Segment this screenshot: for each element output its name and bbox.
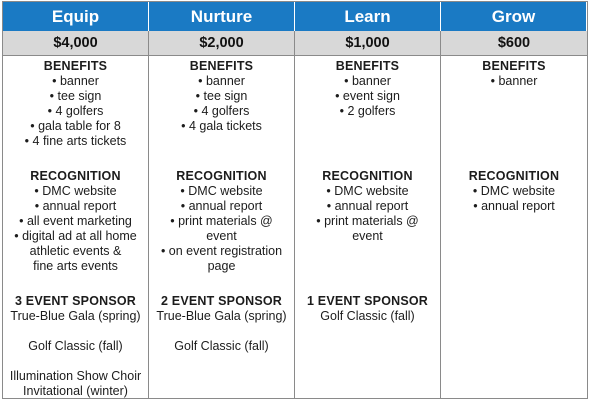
recognition-section-title: RECOGNITION: [322, 169, 413, 183]
benefits-section-line: • 4 golfers: [193, 104, 250, 118]
event-sponsor-section-title: 2 EVENT SPONSOR: [160, 294, 283, 308]
event-sponsor-section: [149, 294, 294, 354]
benefits-section-line: • 4 gala tickets: [181, 119, 262, 133]
recognition-section-line: • all event marketing: [19, 214, 132, 228]
benefits-section: [3, 59, 148, 149]
sponsorship-table: [2, 1, 588, 399]
tier-column-nurture: [149, 56, 295, 398]
tier-header-learn: Learn: [295, 2, 441, 31]
benefits-section: [441, 59, 587, 89]
benefits-section-line: • 4 fine arts tickets: [24, 134, 127, 148]
recognition-section-line: • print materials @: [170, 214, 273, 228]
recognition-section-line: event: [206, 229, 237, 243]
benefits-section-line: • banner: [490, 74, 538, 88]
recognition-section-line: • on event registration: [160, 244, 283, 258]
recognition-section-line: • DMC website: [34, 184, 117, 198]
benefits-section-title: BENEFITS: [43, 59, 108, 73]
benefits-section-line: • tee sign: [195, 89, 248, 103]
event-sponsor-section-line: True-Blue Gala (spring): [156, 309, 287, 323]
tier-price-grow: $600: [441, 31, 587, 56]
recognition-section-line: • annual report: [180, 199, 263, 213]
recognition-section: [149, 169, 294, 274]
tier-price-nurture: $2,000: [149, 31, 295, 56]
recognition-section-title: RECOGNITION: [30, 169, 121, 183]
tier-header-nurture: Nurture: [149, 2, 295, 31]
tier-header-grow: Grow: [441, 2, 587, 31]
event-sponsor-section-line: Invitational (winter): [23, 384, 128, 398]
benefits-section: [295, 59, 440, 119]
spacer: [3, 324, 148, 339]
benefits-section-title: BENEFITS: [189, 59, 254, 73]
recognition-section-line: event: [352, 229, 383, 243]
recognition-section: [3, 169, 148, 274]
benefits-section-title: BENEFITS: [482, 59, 546, 73]
event-sponsor-section-line: Golf Classic (fall): [28, 339, 123, 353]
benefits-section-line: • gala table for 8: [30, 119, 121, 133]
spacer: [3, 354, 148, 369]
recognition-section-line: fine arts events: [33, 259, 118, 273]
event-sponsor-section-line: Golf Classic (fall): [320, 309, 415, 323]
recognition-section-line: • DMC website: [472, 184, 556, 198]
recognition-section-line: • annual report: [326, 199, 409, 213]
benefits-section-line: • 4 golfers: [47, 104, 104, 118]
spacer: [149, 324, 294, 339]
recognition-section-line: • digital ad at all home: [14, 229, 137, 243]
event-sponsor-section-line: Golf Classic (fall): [174, 339, 269, 353]
event-sponsor-section-line: True-Blue Gala (spring): [10, 309, 141, 323]
benefits-section-line: • banner: [52, 74, 99, 88]
recognition-section-title: RECOGNITION: [176, 169, 267, 183]
benefits-section-title: BENEFITS: [335, 59, 400, 73]
tier-price-learn: $1,000: [295, 31, 441, 56]
recognition-section-line: • annual report: [34, 199, 117, 213]
benefits-section-line: • event sign: [335, 89, 400, 103]
recognition-section-line: • DMC website: [180, 184, 263, 198]
benefits-section-line: • tee sign: [49, 89, 102, 103]
benefits-section-line: • banner: [344, 74, 391, 88]
recognition-section: [295, 169, 440, 244]
tier-column-learn: [295, 56, 441, 398]
tier-price-equip: $4,000: [3, 31, 149, 56]
recognition-section-line: • annual report: [473, 199, 555, 213]
event-sponsor-section-title: 1 EVENT SPONSOR: [306, 294, 429, 308]
recognition-section-title: RECOGNITION: [468, 169, 560, 183]
recognition-section-line: • DMC website: [326, 184, 409, 198]
recognition-section-line: • print materials @: [316, 214, 419, 228]
tier-header-equip: Equip: [3, 2, 149, 31]
event-sponsor-section-title: 3 EVENT SPONSOR: [14, 294, 137, 308]
recognition-section: [441, 169, 587, 214]
event-sponsor-section: [295, 294, 440, 324]
tier-column-equip: [3, 56, 149, 398]
benefits-section-line: • 2 golfers: [339, 104, 396, 118]
tier-column-grow: [441, 56, 587, 398]
recognition-section-line: page: [207, 259, 236, 273]
benefits-section: [149, 59, 294, 134]
event-sponsor-section: [3, 294, 148, 399]
recognition-section-line: athletic events &: [29, 244, 122, 258]
benefits-section-line: • banner: [198, 74, 245, 88]
event-sponsor-section-line: Illumination Show Choir: [9, 369, 142, 383]
